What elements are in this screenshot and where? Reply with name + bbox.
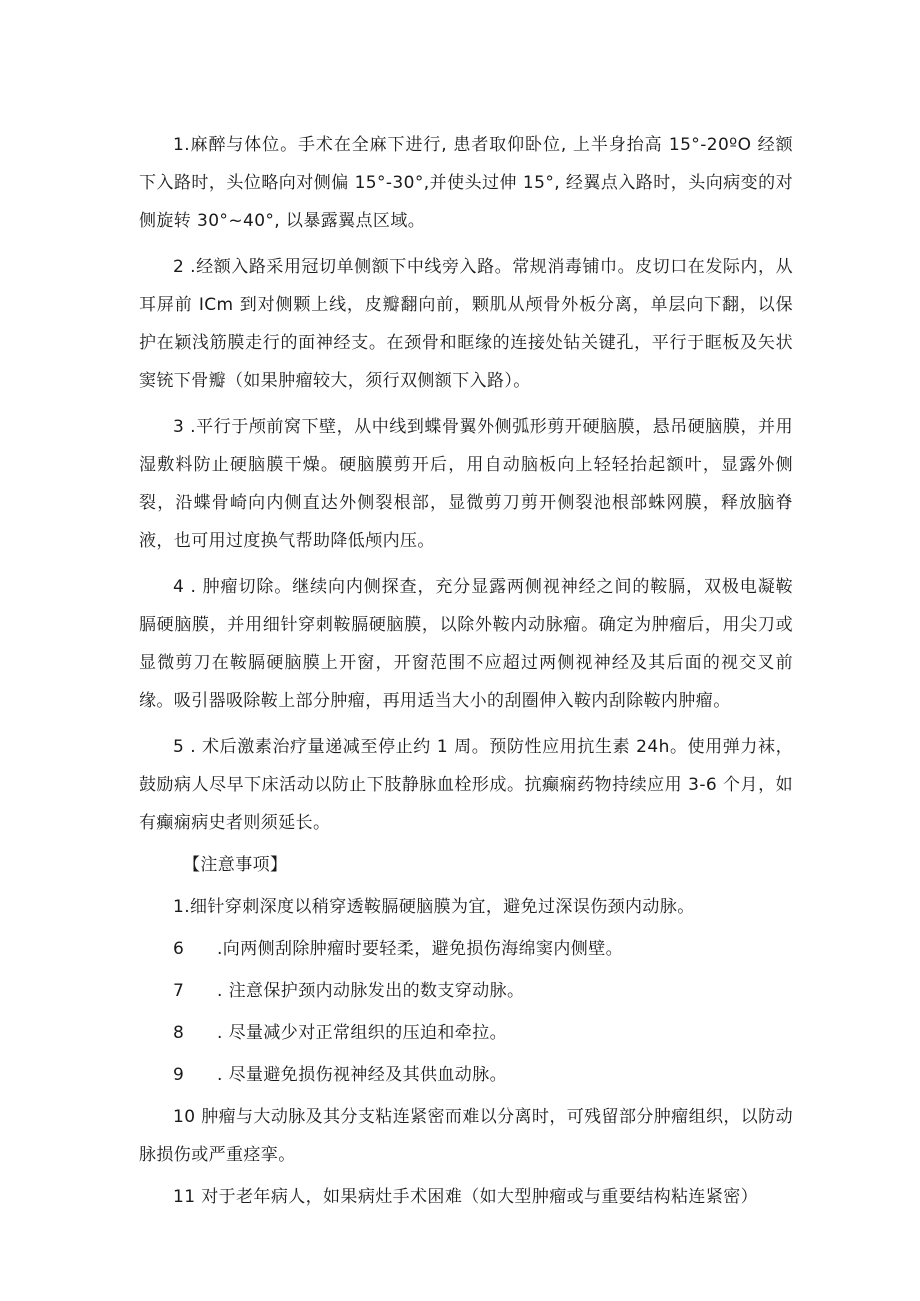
- notes-heading: 【注意事项】: [183, 855, 288, 875]
- note-number: 9: [173, 1065, 185, 1085]
- note-text: . 尽量避免损伤视神经及其供血动脉。: [217, 1065, 508, 1085]
- note-item: [139, 930, 793, 968]
- note-10-paragraph: 10 肿瘤与大动脉及其分支粘连紧密而难以分离时，可残留部分肿瘤组织，以防动脉损伤或严重痉挛。: [139, 1107, 793, 1165]
- note-item: [139, 972, 793, 1010]
- document-body: [139, 126, 793, 1220]
- step-2-paragraph: 2 .经额入路采用冠切单侧额下中线旁入路。常规消毒铺巾。皮切口在发际内，从耳屏前 ICm 到对侧颗上线，皮瓣翻向前，颗肌从颅骨外板分离，单层向下翻，以保护在颖浅筋膜走行的面神经支。在颈骨和眶缘的连接处钻关键孔，平行于眶板及矢状窦铳下骨瓣（如果肿瘤较大，须行双侧额下入路）。: [139, 257, 793, 391]
- step-4-paragraph: 4 . 肿瘤切除。继续向内侧探查，充分显露两侧视神经之间的鞍膈，双极电凝鞍膈硬脑膜，并用细针穿刺鞍膈硬脑膜，以除外鞍内动脉瘤。确定为肿瘤后，用尖刀或显微剪刀在鞍膈硬脑膜上开窗，开窗范围不应超过两侧视神经及其后面的视交叉前缘。吸引器吸除鞍上部分肿瘤，再用适当大小的刮圈伸入鞍内刮除鞍内肿瘤。: [139, 577, 793, 711]
- note-item: [139, 1056, 793, 1094]
- step-5-paragraph: 5 . 术后激素治疗量递减至停止约 1 周。预防性应用抗生素 24h。使用弹力袜，鼓励病人尽早下床活动以防止下肢静脉血栓形成。抗癫痫药物持续应用 3-6 个月，如有癫痫病史者则须延长。: [139, 737, 793, 833]
- note-item: [139, 1014, 793, 1052]
- step-1-paragraph: 1.麻醉与体位。手术在全麻下进行, 患者取仰卧位, 上半身抬高 15°-20ºO 经额下入路时，头位略向对侧偏 15°-30°,并使头过伸 15°, 经翼点入路时，头向病变的对侧旋转 30°~40°, 以暴露翼点区域。: [139, 135, 793, 231]
- note-1-paragraph: 1.细针穿刺深度以稍穿透鞍膈硬脑膜为宜，避免过深误伤颈内动脉。: [173, 897, 695, 917]
- note-11-paragraph: 11 对于老年病人，如果病灶手术困难（如大型肿瘤或与重要结构粘连紧密）: [173, 1187, 759, 1207]
- note-text: . 尽量减少对正常组织的压迫和牵拉。: [217, 1023, 508, 1043]
- note-number: 6: [173, 939, 185, 959]
- step-3-paragraph: 3 .平行于颅前窝下壁，从中线到蝶骨翼外侧弧形剪开硬脑膜，悬吊硬脑膜，并用湿敷料防止硬脑膜干燥。硬脑膜剪开后，用自动脑板向上轻轻抬起额叶，显露外侧裂，沿蝶骨崎向内侧直达外侧裂根部，显微剪刀剪开侧裂池根部蛛网膜，释放脑脊液，也可用过度换气帮助降低颅内压。: [139, 417, 793, 551]
- note-text: .向两侧刮除肿瘤时要轻柔，避免损伤海绵窦内侧壁。: [217, 939, 624, 959]
- note-number: 8: [173, 1023, 185, 1043]
- note-number: 7: [173, 981, 185, 1001]
- note-text: . 注意保护颈内动脉发出的数支穿动脉。: [217, 981, 525, 1001]
